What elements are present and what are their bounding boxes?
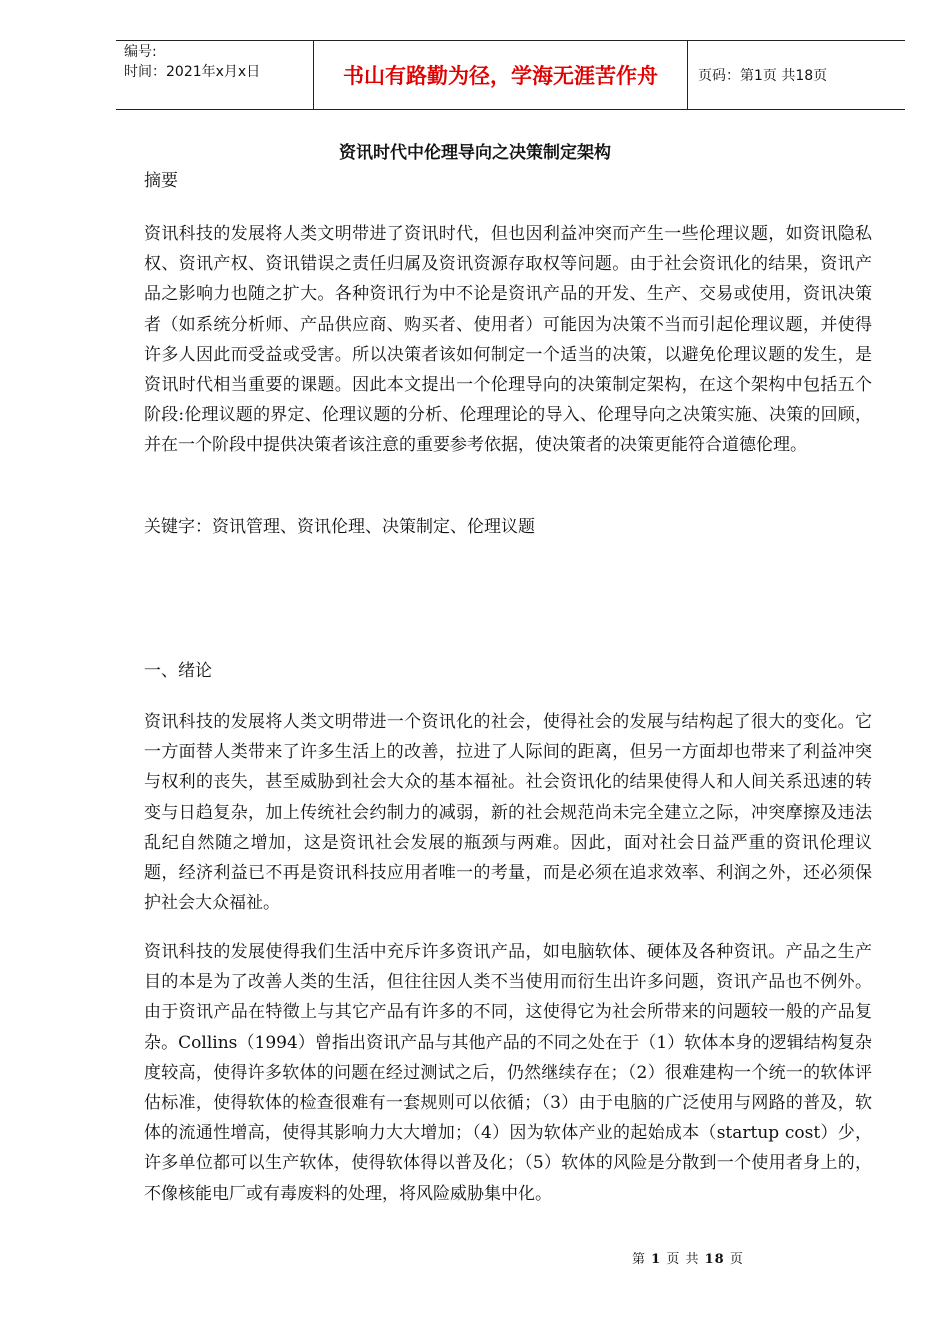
- body-paragraph-1: 资讯科技的发展将人类文明带进一个资讯化的社会，使得社会的发展与结构起了很大的变化。它一方面替人类带来了许多生活上的改善，拉进了人际间的距离，但另一方面却也带来了利益冲突与权利的丧失，甚至威胁到社会大众的基本福祉。社会资讯化的结果使得人和人间关系迅速的转变与日趋复杂，加上传统社会约制力的减弱，新的社会规范尚未完全建立之际，冲突摩擦及违法乱纪自然随之增加，这是资讯社会发展的瓶颈与两难。因此，面对社会日益严重的资讯伦理议题，经济利益已不再是资讯科技应用者唯一的考量，而是必须在追求效率、利润之外，还必须保护社会大众福祉。: [144, 712, 872, 914]
- serial-label: 编号:: [124, 44, 157, 60]
- footer-total-pages: 18: [704, 1252, 725, 1267]
- page-info: 页码：第1页 共18页: [698, 68, 828, 84]
- header-table: [116, 40, 905, 110]
- header-page-cell: [688, 41, 905, 109]
- body-paragraph-2: 资讯科技的发展使得我们生活中充斥许多资讯产品，如电脑软体、硬体及各种资讯。产品之生产目的本是为了改善人类的生活，但往往因人类不当使用而衍生出许多问题，资讯产品也不例外。由于资讯产品在特徵上与其它产品有许多的不同，这使得它为社会所带来的问题较一般的产品复杂。Collins（1994）曾指出资讯产品与其他产品的不同之处在于（1）软体本身的逻辑结构复杂度较高，使得许多软体的问题在经过测试之后，仍然继续存在；（2）很难建构一个统一的软体评估标准，使得软体的检查很难有一套规则可以依循；（3）由于电脑的广泛使用与网路的普及，软体的流通性增高，使得其影响力大大增加；（4）因为软体产业的起始成本（startup cost）少，许多单位都可以生产软体，使得软体得以普及化；（5）软体的风险是分散到一个使用者身上的，不像核能电厂或有毒废料的处理，将风险威胁集中化。: [144, 942, 872, 1204]
- keywords-line: 关键字：资讯管理、资讯伦理、决策制定、伦理议题: [144, 517, 535, 537]
- footer-page-number: 1: [651, 1252, 662, 1267]
- abstract-heading: 摘要: [144, 171, 178, 191]
- footer-prefix: 第: [632, 1252, 652, 1267]
- footer-middle: 页 共: [661, 1252, 705, 1267]
- section-heading: 一、绪论: [144, 661, 212, 681]
- abstract-paragraph: 资讯科技的发展将人类文明带进了资讯时代，但也因利益冲突而产生一些伦理议题，如资讯隐私权、资讯产权、资讯错误之责任归属及资讯资源存取权等问题。由于社会资讯化的结果，资讯产品之影响力也随之扩大。各种资讯行为中不论是资讯产品的开发、生产、交易或使用，资讯决策者（如系统分析师、产品供应商、购买者、使用者）可能因为决策不当而引起伦理议题，并使得许多人因此而受益或受害。所以决策者该如何制定一个适当的决策，以避免伦理议题的发生，是资讯时代相当重要的课题。因此本文提出一个伦理导向的决策制定架构，在这个架构中包括五个阶段:伦理议题的界定、伦理议题的分析、伦理理论的导入、伦理导向之决策实施、决策的回顾，并在一个阶段中提供决策者该注意的重要参考依据，使决策者的决策更能符合道德伦理。: [144, 224, 872, 456]
- header-meta-cell: [116, 41, 314, 109]
- page-footer: [632, 1248, 744, 1267]
- footer-suffix: 页: [724, 1252, 744, 1267]
- header-motto-cell: [314, 41, 688, 109]
- motto: 书山有路勤为径，学海无涯苦作舟: [343, 64, 658, 88]
- time-label: 时间：2021年x月x日: [124, 64, 261, 80]
- document-title: 资讯时代中伦理导向之决策制定架构: [339, 143, 611, 163]
